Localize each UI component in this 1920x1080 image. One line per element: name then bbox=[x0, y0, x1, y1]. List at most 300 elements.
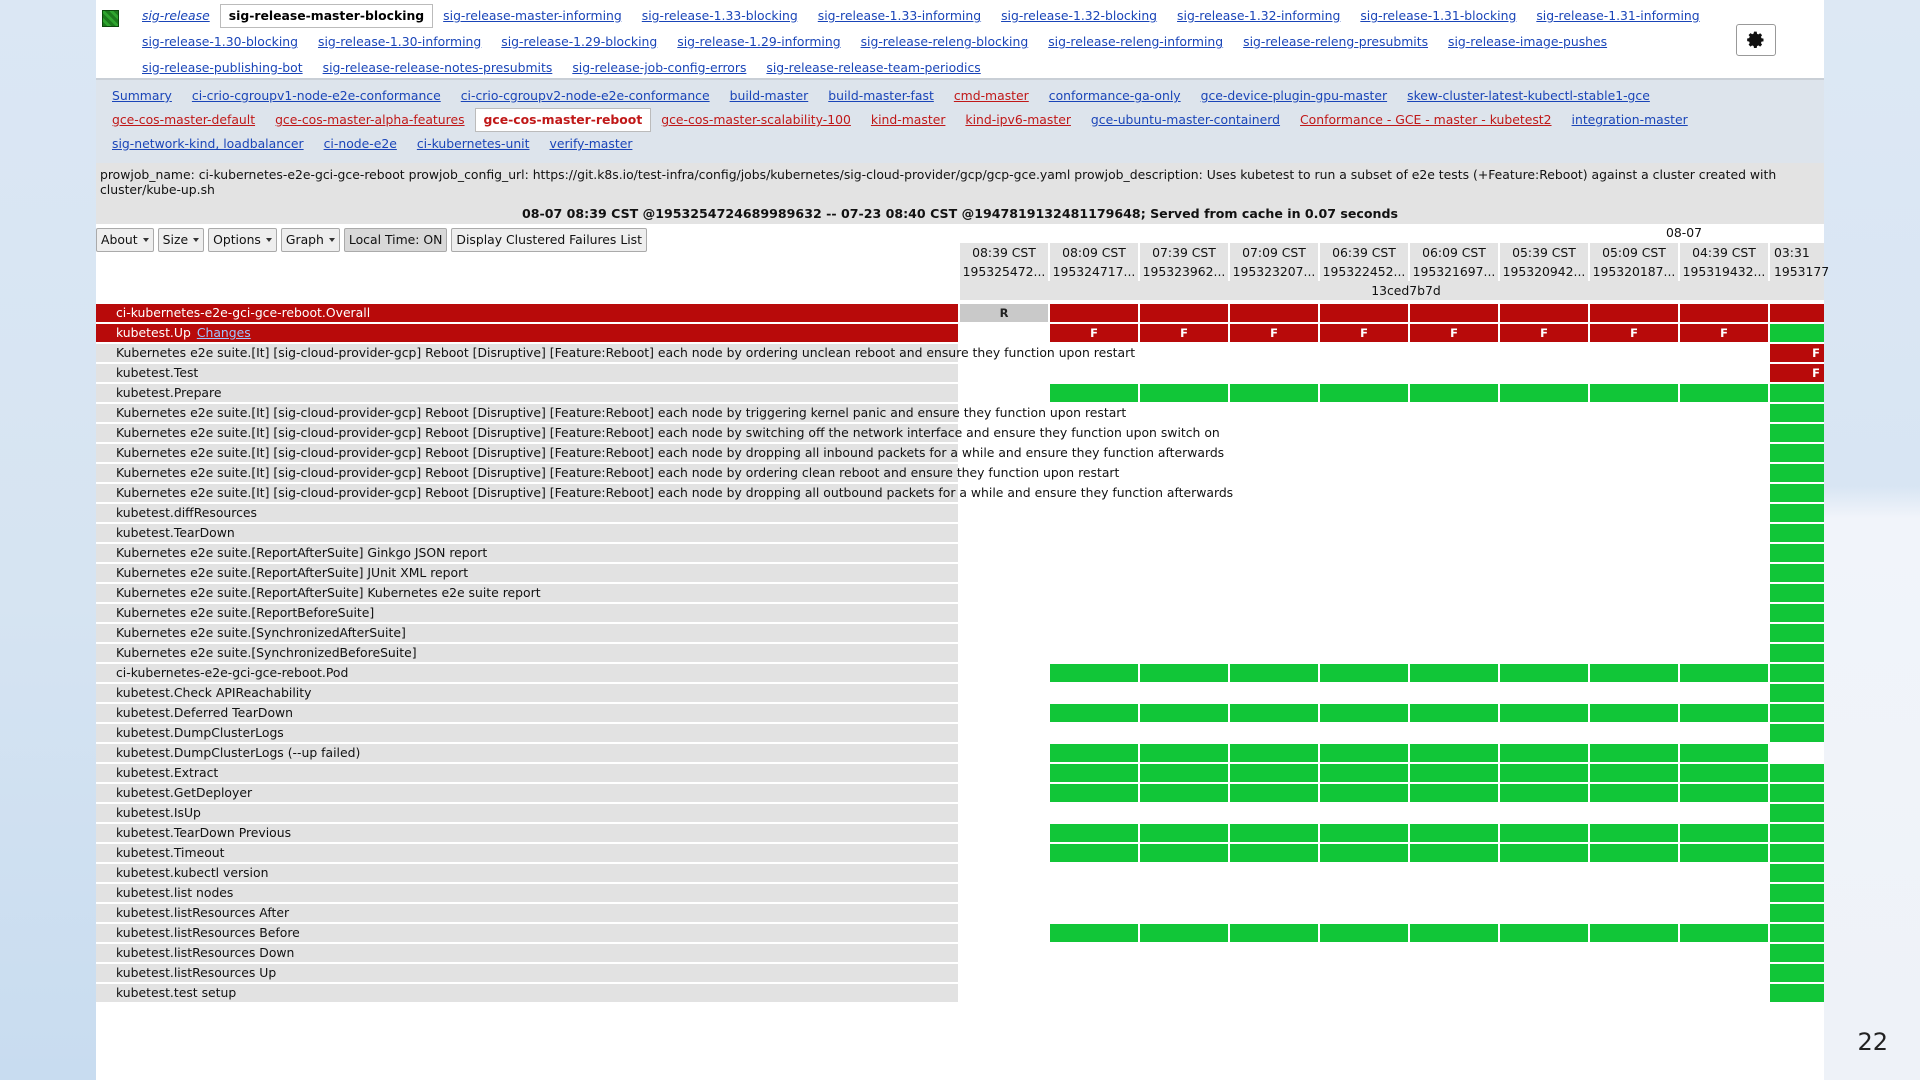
result-cell[interactable]: F bbox=[1680, 324, 1768, 342]
header-build-id[interactable]: 195320942... bbox=[1500, 262, 1588, 281]
result-cell[interactable] bbox=[1500, 664, 1588, 682]
result-cell bbox=[1230, 944, 1318, 962]
result-cell[interactable] bbox=[1140, 304, 1228, 322]
result-cell[interactable] bbox=[1770, 804, 1824, 822]
result-cell[interactable] bbox=[1770, 924, 1824, 942]
test-name[interactable] bbox=[96, 844, 958, 862]
tab-link[interactable]: integration-master bbox=[1571, 112, 1688, 127]
header-time[interactable]: 05:39 CST bbox=[1500, 243, 1588, 262]
test-name[interactable] bbox=[96, 484, 1234, 502]
result-cell[interactable] bbox=[1680, 744, 1768, 762]
changes-link[interactable]: Changes bbox=[196, 325, 251, 340]
result-cell[interactable] bbox=[1230, 764, 1318, 782]
header-build-id[interactable]: 1953177 bbox=[1770, 262, 1824, 281]
test-name[interactable] bbox=[96, 604, 958, 622]
tab-link[interactable]: Conformance - GCE - master - kubetest2 bbox=[1300, 112, 1552, 127]
result-cell[interactable] bbox=[1590, 664, 1678, 682]
result-cell[interactable] bbox=[1770, 944, 1824, 962]
result-cell[interactable] bbox=[1590, 824, 1678, 842]
result-cell[interactable] bbox=[1590, 784, 1678, 802]
result-cell[interactable] bbox=[1770, 384, 1824, 402]
result-cell[interactable] bbox=[1050, 764, 1138, 782]
header-date: 08-07 bbox=[1665, 225, 1702, 240]
result-cell[interactable] bbox=[1680, 824, 1768, 842]
result-cell[interactable] bbox=[1320, 664, 1408, 682]
result-cell bbox=[1680, 444, 1768, 462]
result-cell[interactable] bbox=[1320, 924, 1408, 942]
tab-link[interactable]: conformance-ga-only bbox=[1048, 88, 1181, 103]
about-menu-button[interactable] bbox=[96, 228, 154, 252]
result-cell[interactable] bbox=[1500, 384, 1588, 402]
result-cell[interactable] bbox=[1050, 384, 1138, 402]
result-cell[interactable] bbox=[1770, 324, 1824, 342]
header-build-id[interactable]: 195324717... bbox=[1050, 262, 1138, 281]
result-cell[interactable] bbox=[1590, 744, 1678, 762]
result-cell bbox=[1230, 864, 1318, 882]
result-cell bbox=[1410, 564, 1498, 582]
result-cell[interactable] bbox=[1230, 304, 1318, 322]
result-cell[interactable] bbox=[1410, 664, 1498, 682]
result-cell[interactable]: F bbox=[1770, 344, 1824, 362]
tab-link[interactable]: gce-device-plugin-gpu-master bbox=[1200, 88, 1388, 103]
result-cell bbox=[1680, 724, 1768, 742]
result-cell[interactable] bbox=[1320, 784, 1408, 802]
dashboard-link[interactable]: sig-release-1.33-blocking bbox=[641, 8, 798, 23]
result-cell[interactable] bbox=[1230, 744, 1318, 762]
result-cell bbox=[1320, 404, 1408, 422]
test-name[interactable] bbox=[96, 504, 958, 522]
result-cell[interactable] bbox=[1680, 664, 1768, 682]
result-cell bbox=[1590, 524, 1678, 542]
result-cell[interactable] bbox=[1320, 844, 1408, 862]
result-cell bbox=[1320, 584, 1408, 602]
result-cell[interactable] bbox=[1770, 724, 1824, 742]
result-cell[interactable]: F bbox=[1140, 324, 1228, 342]
header-time[interactable]: 07:09 CST bbox=[1230, 243, 1318, 262]
tab-link[interactable]: gce-ubuntu-master-containerd bbox=[1090, 112, 1281, 127]
result-cell[interactable] bbox=[1590, 844, 1678, 862]
dashboard-link[interactable]: sig-release-1.29-informing bbox=[677, 34, 841, 49]
commit-label[interactable]: 13ced7b7d bbox=[1371, 283, 1441, 298]
result-cell[interactable] bbox=[1680, 764, 1768, 782]
result-cell[interactable]: F bbox=[1770, 364, 1824, 382]
tab-link[interactable]: build-master-fast bbox=[828, 88, 934, 103]
result-cell[interactable] bbox=[1770, 984, 1824, 1002]
result-cell[interactable] bbox=[1140, 664, 1228, 682]
result-cell[interactable] bbox=[1140, 844, 1228, 862]
result-cell[interactable] bbox=[1410, 744, 1498, 762]
dashboard-link[interactable]: sig-release-job-config-errors bbox=[572, 60, 747, 75]
result-cell[interactable] bbox=[1140, 784, 1228, 802]
size-menu-button[interactable] bbox=[158, 228, 204, 252]
test-name-label: kubetest.diffResources bbox=[116, 505, 257, 520]
test-name[interactable] bbox=[96, 724, 958, 742]
result-cell bbox=[1590, 364, 1678, 382]
header-build-id[interactable]: 195323207... bbox=[1230, 262, 1318, 281]
tab-link[interactable]: verify-master bbox=[549, 136, 633, 151]
result-cell[interactable] bbox=[1770, 464, 1824, 482]
result-cell bbox=[1410, 364, 1498, 382]
test-name[interactable] bbox=[96, 784, 958, 802]
local-time-toggle[interactable]: Local Time: ON bbox=[344, 228, 448, 252]
header-time[interactable]: 04:39 CST bbox=[1680, 243, 1768, 262]
result-cell bbox=[1140, 464, 1228, 482]
result-cell bbox=[1500, 544, 1588, 562]
tab-link[interactable]: build-master bbox=[729, 88, 809, 103]
result-cells bbox=[960, 844, 1824, 862]
result-cell[interactable] bbox=[1050, 744, 1138, 762]
result-cell bbox=[1410, 404, 1498, 422]
test-name[interactable] bbox=[96, 404, 1127, 422]
result-cell bbox=[960, 324, 1048, 342]
result-cell[interactable] bbox=[1140, 764, 1228, 782]
result-cell[interactable] bbox=[1410, 304, 1498, 322]
header-time[interactable]: 03:31 bbox=[1770, 243, 1824, 262]
result-cell[interactable]: F bbox=[1410, 324, 1498, 342]
header-time[interactable]: 06:09 CST bbox=[1410, 243, 1498, 262]
result-cell bbox=[1230, 904, 1318, 922]
graph-menu-button[interactable] bbox=[281, 228, 340, 252]
test-name[interactable] bbox=[96, 964, 958, 982]
result-cell[interactable] bbox=[1770, 404, 1824, 422]
result-cell bbox=[1500, 504, 1588, 522]
result-cell bbox=[1050, 724, 1138, 742]
dashboard-link[interactable]: sig-release-releng-informing bbox=[1048, 34, 1224, 49]
result-cell[interactable] bbox=[1770, 824, 1824, 842]
result-cell[interactable] bbox=[1410, 924, 1498, 942]
test-name[interactable] bbox=[96, 524, 958, 542]
header-time[interactable]: 08:39 CST bbox=[960, 243, 1048, 262]
dashboard-link[interactable]: sig-release-1.29-blocking bbox=[501, 34, 658, 49]
result-cell[interactable] bbox=[1680, 924, 1768, 942]
result-cell[interactable] bbox=[1230, 844, 1318, 862]
test-name[interactable] bbox=[96, 304, 958, 322]
result-cells bbox=[960, 404, 1824, 422]
tab-link[interactable]: Summary bbox=[112, 88, 172, 103]
result-cell[interactable] bbox=[1320, 744, 1408, 762]
result-cell[interactable] bbox=[1500, 304, 1588, 322]
header-build-id[interactable]: 195323962... bbox=[1140, 262, 1228, 281]
result-cell[interactable] bbox=[1680, 384, 1768, 402]
test-name[interactable] bbox=[96, 984, 958, 1002]
test-name-label: ci-kubernetes-e2e-gci-gce-reboot.Overall bbox=[116, 305, 371, 320]
test-name-label: kubetest.TearDown bbox=[116, 525, 235, 540]
result-cell[interactable] bbox=[1590, 764, 1678, 782]
result-cell[interactable] bbox=[1770, 784, 1824, 802]
tab-link[interactable]: gce-cos-master-scalability-100 bbox=[661, 112, 851, 127]
result-cell[interactable] bbox=[1230, 824, 1318, 842]
result-cells bbox=[960, 944, 1824, 962]
tab-link[interactable]: ci-node-e2e bbox=[323, 136, 397, 151]
result-cell bbox=[1140, 884, 1228, 902]
result-cell bbox=[1590, 644, 1678, 662]
clustered-failures-button[interactable]: Display Clustered Failures List bbox=[451, 228, 647, 252]
test-name[interactable] bbox=[96, 744, 958, 762]
result-cell[interactable] bbox=[1680, 784, 1768, 802]
test-name[interactable] bbox=[96, 904, 958, 922]
header-time[interactable]: 06:39 CST bbox=[1320, 243, 1408, 262]
result-cell[interactable] bbox=[1050, 664, 1138, 682]
result-cell[interactable] bbox=[1770, 524, 1824, 542]
test-name[interactable] bbox=[96, 864, 958, 882]
test-name[interactable] bbox=[96, 384, 958, 402]
result-cell bbox=[1680, 404, 1768, 422]
result-cell[interactable] bbox=[1500, 744, 1588, 762]
result-cell[interactable] bbox=[1320, 304, 1408, 322]
result-cell[interactable] bbox=[1770, 884, 1824, 902]
dashboard-link[interactable]: sig-release-1.30-blocking bbox=[142, 34, 298, 49]
result-cell bbox=[1590, 404, 1678, 422]
result-cell bbox=[1680, 804, 1768, 822]
header-time[interactable]: 07:39 CST bbox=[1140, 243, 1228, 262]
header-build-id[interactable]: 195321697... bbox=[1410, 262, 1498, 281]
result-cell bbox=[1230, 624, 1318, 642]
result-cell bbox=[1140, 504, 1228, 522]
result-cell bbox=[960, 444, 1048, 462]
result-cell[interactable]: R bbox=[960, 304, 1048, 322]
result-cell[interactable] bbox=[1770, 504, 1824, 522]
result-cell[interactable] bbox=[1770, 604, 1824, 622]
result-cell[interactable] bbox=[1770, 964, 1824, 982]
header-build-id[interactable]: 195322452... bbox=[1320, 262, 1408, 281]
result-cell[interactable] bbox=[1500, 844, 1588, 862]
tab-link[interactable]: cmd-master bbox=[953, 88, 1029, 103]
result-cell bbox=[1590, 964, 1678, 982]
tab-link[interactable]: kind-ipv6-master bbox=[965, 112, 1071, 127]
result-cell[interactable] bbox=[1230, 924, 1318, 942]
graph-label: Graph bbox=[285, 232, 324, 247]
tab-link[interactable]: ci-crio-cgroupv2-node-e2e-conformance bbox=[460, 88, 710, 103]
result-cell[interactable]: F bbox=[1320, 324, 1408, 342]
tab-nav bbox=[96, 80, 1824, 163]
result-cell[interactable] bbox=[1680, 844, 1768, 862]
result-cell bbox=[1500, 424, 1588, 442]
result-cell[interactable] bbox=[1410, 384, 1498, 402]
tab-link[interactable]: gce-cos-master-default bbox=[112, 112, 256, 127]
result-cell[interactable] bbox=[1410, 844, 1498, 862]
result-cell[interactable] bbox=[1410, 704, 1498, 722]
dashboard-link[interactable]: sig-release-release-notes-presubmits bbox=[322, 60, 553, 75]
test-name[interactable] bbox=[96, 444, 1225, 462]
result-cell bbox=[1320, 984, 1408, 1002]
result-cells bbox=[960, 644, 1824, 662]
result-cell bbox=[960, 504, 1048, 522]
tab-link[interactable]: gce-cos-master-alpha-features bbox=[275, 112, 465, 127]
test-name-label: kubetest.listResources After bbox=[116, 905, 290, 920]
result-cell[interactable] bbox=[1770, 564, 1824, 582]
result-cell[interactable] bbox=[1410, 764, 1498, 782]
dashboard-link[interactable]: sig-release-1.32-blocking bbox=[1001, 8, 1158, 23]
result-cell bbox=[1140, 444, 1228, 462]
test-name[interactable] bbox=[96, 464, 1120, 482]
result-cell[interactable] bbox=[1410, 784, 1498, 802]
tab-link[interactable]: kind-master bbox=[870, 112, 946, 127]
result-cell[interactable] bbox=[1590, 304, 1678, 322]
settings-gear-button[interactable] bbox=[1736, 24, 1776, 56]
dashboard-link[interactable]: sig-release-releng-blocking bbox=[860, 34, 1029, 49]
result-cell[interactable]: F bbox=[1590, 324, 1678, 342]
result-cell[interactable] bbox=[1140, 704, 1228, 722]
result-cell[interactable] bbox=[1140, 924, 1228, 942]
result-cell bbox=[1500, 884, 1588, 902]
test-name[interactable] bbox=[96, 364, 958, 382]
result-cell bbox=[1140, 404, 1228, 422]
test-name[interactable] bbox=[96, 884, 958, 902]
test-name[interactable] bbox=[96, 344, 1136, 362]
result-cell[interactable] bbox=[1050, 844, 1138, 862]
result-cell[interactable] bbox=[1680, 304, 1768, 322]
result-cell bbox=[1050, 544, 1138, 562]
result-cell[interactable] bbox=[1320, 764, 1408, 782]
dashboard-link[interactable]: sig-release-release-team-periodics bbox=[766, 60, 981, 75]
result-cell[interactable] bbox=[1050, 704, 1138, 722]
result-cell[interactable] bbox=[1770, 304, 1824, 322]
result-cell[interactable] bbox=[1770, 444, 1824, 462]
result-cell[interactable] bbox=[1770, 844, 1824, 862]
result-cell bbox=[960, 484, 1048, 502]
result-cell[interactable] bbox=[1770, 584, 1824, 602]
result-cell[interactable] bbox=[1500, 924, 1588, 942]
test-name[interactable] bbox=[96, 824, 958, 842]
result-cell[interactable] bbox=[1320, 704, 1408, 722]
result-cell[interactable] bbox=[1320, 384, 1408, 402]
test-name[interactable] bbox=[96, 684, 958, 702]
test-name[interactable] bbox=[96, 664, 958, 682]
result-cell bbox=[1680, 504, 1768, 522]
result-cell[interactable] bbox=[1770, 684, 1824, 702]
dashboard-link[interactable]: sig-release bbox=[142, 8, 210, 23]
result-cell[interactable] bbox=[1590, 704, 1678, 722]
test-row bbox=[96, 684, 1824, 702]
result-cell[interactable] bbox=[1140, 824, 1228, 842]
test-name[interactable] bbox=[96, 324, 958, 342]
result-cell[interactable] bbox=[1230, 704, 1318, 722]
test-name[interactable] bbox=[96, 924, 958, 942]
result-cells bbox=[960, 804, 1824, 822]
result-cells bbox=[960, 664, 1824, 682]
dashboard-link[interactable]: sig-release-1.31-informing bbox=[1536, 8, 1700, 23]
test-name[interactable] bbox=[96, 584, 958, 602]
test-name-label: kubetest.test setup bbox=[116, 985, 237, 1000]
tab-link[interactable]: ci-kubernetes-unit bbox=[416, 136, 530, 151]
test-name[interactable] bbox=[96, 424, 1220, 442]
dashboard-link[interactable]: sig-release-master-blocking bbox=[220, 4, 433, 28]
test-name[interactable] bbox=[96, 564, 958, 582]
dashboard-link[interactable]: sig-release-publishing-bot bbox=[142, 60, 303, 75]
result-cell bbox=[960, 964, 1048, 982]
result-cell[interactable] bbox=[1230, 384, 1318, 402]
tab-link[interactable]: skew-cluster-latest-kubectl-stable1-gce bbox=[1407, 88, 1650, 103]
result-cell[interactable] bbox=[1230, 784, 1318, 802]
result-cell[interactable] bbox=[1050, 304, 1138, 322]
header-time[interactable]: 05:09 CST bbox=[1590, 243, 1678, 262]
result-cell[interactable] bbox=[1770, 624, 1824, 642]
tab-link[interactable]: ci-crio-cgroupv1-node-e2e-conformance bbox=[191, 88, 441, 103]
result-cell[interactable] bbox=[1140, 744, 1228, 762]
result-cell[interactable] bbox=[1140, 384, 1228, 402]
result-cell bbox=[1410, 724, 1498, 742]
result-cell[interactable] bbox=[1590, 924, 1678, 942]
result-cell bbox=[1140, 684, 1228, 702]
result-cell[interactable] bbox=[1770, 864, 1824, 882]
result-cell bbox=[1320, 424, 1408, 442]
test-row bbox=[96, 504, 1824, 522]
result-cell bbox=[1230, 804, 1318, 822]
result-cell bbox=[960, 844, 1048, 862]
test-row bbox=[96, 404, 1824, 422]
result-cell bbox=[1590, 484, 1678, 502]
result-cell[interactable] bbox=[1410, 824, 1498, 842]
result-cell[interactable] bbox=[1500, 824, 1588, 842]
result-cell[interactable] bbox=[1320, 824, 1408, 842]
result-cell[interactable] bbox=[1050, 784, 1138, 802]
result-cell[interactable] bbox=[1500, 704, 1588, 722]
header-build-id[interactable]: 195319432... bbox=[1680, 262, 1768, 281]
result-cell bbox=[1050, 344, 1138, 362]
result-cell[interactable] bbox=[1770, 904, 1824, 922]
test-name[interactable] bbox=[96, 624, 958, 642]
test-name[interactable] bbox=[96, 704, 958, 722]
dashboard-link[interactable]: sig-release-1.32-informing bbox=[1177, 8, 1341, 23]
result-cell[interactable] bbox=[1770, 424, 1824, 442]
test-row bbox=[96, 644, 1824, 662]
dashboard-link[interactable]: sig-release-master-informing bbox=[443, 8, 622, 23]
result-cell[interactable]: F bbox=[1500, 324, 1588, 342]
result-cell bbox=[960, 404, 1048, 422]
result-cell[interactable] bbox=[1770, 764, 1824, 782]
header-build-id[interactable]: 195320187... bbox=[1590, 262, 1678, 281]
result-cell[interactable] bbox=[1770, 544, 1824, 562]
dashboard-link[interactable]: sig-release-1.31-blocking bbox=[1360, 8, 1517, 23]
header-build-id[interactable]: 195325472... bbox=[960, 262, 1048, 281]
testgrid-logo-icon[interactable] bbox=[102, 10, 119, 27]
result-cell[interactable] bbox=[1770, 704, 1824, 722]
result-cell bbox=[1140, 944, 1228, 962]
test-row bbox=[96, 944, 1824, 962]
test-name[interactable] bbox=[96, 944, 958, 962]
result-cell[interactable] bbox=[1590, 384, 1678, 402]
result-cell[interactable] bbox=[1230, 664, 1318, 682]
test-name[interactable] bbox=[96, 544, 958, 562]
result-cell[interactable] bbox=[1050, 924, 1138, 942]
tab-link[interactable]: gce-cos-master-reboot bbox=[475, 108, 652, 132]
result-cell[interactable]: F bbox=[1230, 324, 1318, 342]
result-cell[interactable] bbox=[1770, 664, 1824, 682]
test-name[interactable] bbox=[96, 764, 958, 782]
dashboard-link[interactable]: sig-release-releng-presubmits bbox=[1243, 34, 1429, 49]
test-name-label: kubetest.listResources Up bbox=[116, 965, 277, 980]
result-cell bbox=[1140, 804, 1228, 822]
dashboard-link[interactable]: sig-release-image-pushes bbox=[1448, 34, 1608, 49]
test-name[interactable] bbox=[96, 644, 958, 662]
result-cell bbox=[1500, 624, 1588, 642]
result-cell[interactable] bbox=[1050, 824, 1138, 842]
result-cell[interactable] bbox=[1770, 484, 1824, 502]
result-cell[interactable]: F bbox=[1050, 324, 1138, 342]
result-cell[interactable] bbox=[1500, 764, 1588, 782]
result-cell[interactable] bbox=[1500, 784, 1588, 802]
options-menu-button[interactable] bbox=[208, 228, 277, 252]
result-cell bbox=[960, 864, 1048, 882]
header-time[interactable]: 08:09 CST bbox=[1050, 243, 1138, 262]
test-name[interactable] bbox=[96, 804, 958, 822]
result-cell[interactable] bbox=[1680, 704, 1768, 722]
result-cell bbox=[1320, 884, 1408, 902]
result-cell[interactable] bbox=[1770, 644, 1824, 662]
tab-link[interactable]: sig-network-kind, loadbalancer bbox=[112, 136, 304, 151]
dashboard-link[interactable]: sig-release-1.33-informing bbox=[817, 8, 982, 23]
dashboard-link[interactable]: sig-release-1.30-informing bbox=[317, 34, 482, 49]
